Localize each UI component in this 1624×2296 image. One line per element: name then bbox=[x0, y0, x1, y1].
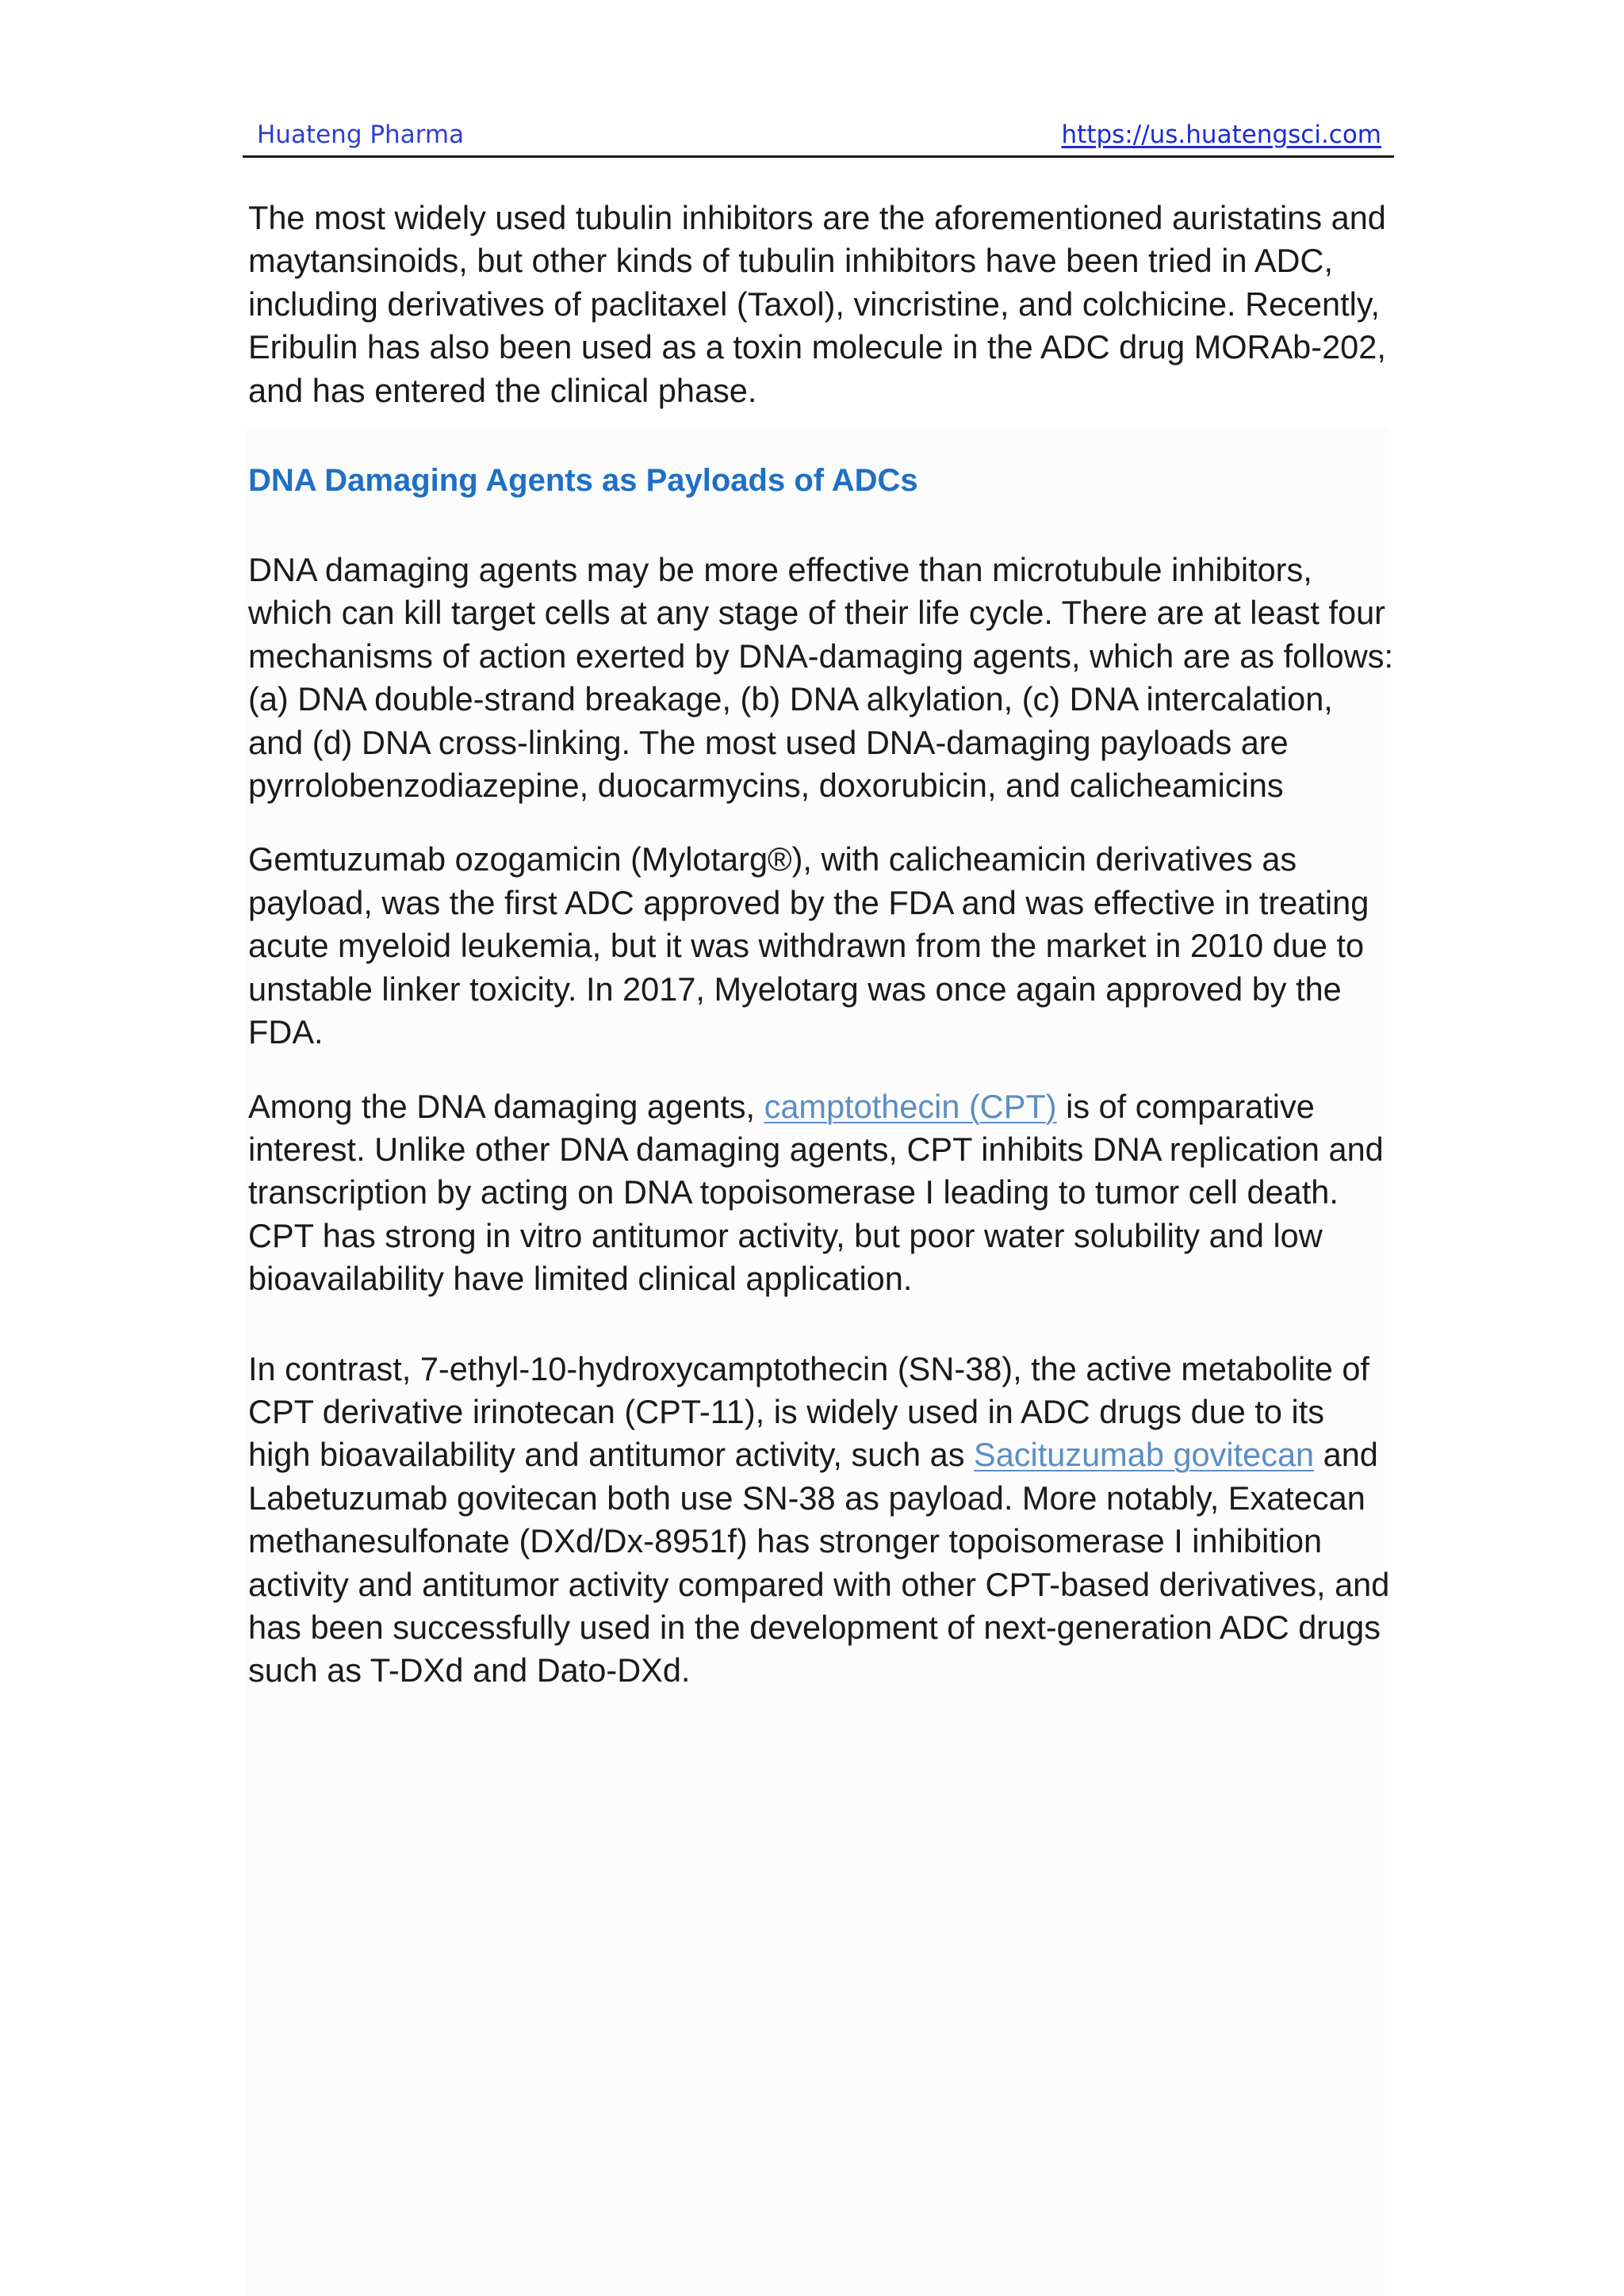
paragraph-gemtuzumab bbox=[248, 838, 1406, 1054]
text-line: unstable linker toxicity. In 2017, Myelotarg was once again approved by the bbox=[248, 970, 1342, 1008]
paragraph-sn38 bbox=[248, 1348, 1406, 1693]
spacer bbox=[248, 412, 1406, 459]
website-link[interactable]: https://us.huatengsci.com bbox=[1061, 121, 1381, 149]
paragraph-camptothecin bbox=[248, 1085, 1406, 1301]
text-line: The most widely used tubulin inhibitors are the aforementioned auristatins and bbox=[248, 199, 1386, 236]
text-line: has been successfully used in the development of next-generation ADC drugs bbox=[248, 1608, 1381, 1646]
page-header bbox=[243, 116, 1394, 158]
text-line: DNA damaging agents may be more effective than microtubule inhibitors, bbox=[248, 551, 1312, 589]
text-line: Eribulin has also been used as a toxin molecule in the ADC drug MORAb-202, bbox=[248, 328, 1386, 366]
text-line: activity and antitumor activity compared with other CPT-based derivatives, and bbox=[248, 1565, 1390, 1603]
spacer bbox=[248, 1054, 1406, 1085]
text-line: bioavailability have limited clinical application. bbox=[248, 1260, 913, 1298]
company-name: Huateng Pharma bbox=[257, 121, 465, 149]
text-line: acute myeloid leukemia, but it was withdrawn from the market in 2010 due to bbox=[248, 927, 1365, 965]
camptothecin-link[interactable]: camptothecin (CPT) bbox=[764, 1087, 1057, 1125]
text-line: transcription by acting on DNA topoisomerase I leading to tumor cell death. bbox=[248, 1173, 1339, 1211]
text-line: which can kill target cells at any stage of their life cycle. There are at least four bbox=[248, 594, 1385, 632]
text-line: Gemtuzumab ozogamicin (Mylotarg®), with calicheamicin derivatives as bbox=[248, 840, 1297, 878]
text-line: pyrrolobenzodiazepine, duocarmycins, doxorubicin, and calicheamicins bbox=[248, 767, 1284, 805]
text-line: such as T-DXd and Dato-DXd. bbox=[248, 1651, 691, 1689]
text-line: interest. Unlike other DNA damaging agents, CPT inhibits DNA replication and bbox=[248, 1130, 1384, 1168]
text-segment: and bbox=[1314, 1436, 1378, 1474]
text-line: and (d) DNA cross-linking. The most used DNA-damaging payloads are bbox=[248, 723, 1289, 761]
text-line bbox=[248, 1085, 1406, 1128]
section-heading: DNA Damaging Agents as Payloads of ADCs bbox=[248, 463, 918, 499]
text-line: maytansinoids, but other kinds of tubulin inhibitors have been tried in ADC, bbox=[248, 242, 1333, 280]
text-line: FDA. bbox=[248, 1013, 324, 1051]
text-line: and has entered the clinical phase. bbox=[248, 371, 757, 409]
text-line: including derivatives of paclitaxel (Taxol), vincristine, and colchicine. Recently, bbox=[248, 285, 1381, 323]
text-segment: is of comparative bbox=[1056, 1087, 1315, 1125]
text-line bbox=[248, 1433, 1406, 1476]
text-line: Labetuzumab govitecan both use SN-38 as payload. More notably, Exatecan bbox=[248, 1479, 1365, 1517]
spacer bbox=[248, 502, 1406, 549]
text-line: payload, was the first ADC approved by the FDA and was effective in treating bbox=[248, 883, 1369, 921]
text-segment: Among the DNA damaging agents, bbox=[248, 1087, 764, 1125]
paragraph-dna-damaging-agents bbox=[248, 549, 1406, 807]
text-segment: high bioavailability and antitumor activity, such as bbox=[248, 1436, 975, 1474]
spacer bbox=[248, 1301, 1406, 1348]
paragraph-tubulin-inhibitors bbox=[248, 197, 1406, 412]
text-line: CPT derivative irinotecan (CPT-11), is widely used in ADC drugs due to its bbox=[248, 1392, 1325, 1430]
text-line: In contrast, 7-ethyl-10-hydroxycamptothecin (SN-38), the active metabolite of bbox=[248, 1349, 1369, 1387]
text-line: mechanisms of action exerted by DNA-damaging agents, which are as follows: bbox=[248, 637, 1393, 675]
text-line: methanesulfonate (DXd/Dx-8951f) has stronger topoisomerase I inhibition bbox=[248, 1522, 1323, 1560]
document-body bbox=[248, 197, 1406, 1693]
text-line: (a) DNA double-strand breakage, (b) DNA alkylation, (c) DNA intercalation, bbox=[248, 680, 1333, 718]
text-line: CPT has strong in vitro antitumor activity, but poor water solubility and low bbox=[248, 1216, 1323, 1254]
sacituzumab-govitecan-link[interactable]: Sacituzumab govitecan bbox=[974, 1436, 1315, 1474]
spacer bbox=[248, 807, 1406, 838]
